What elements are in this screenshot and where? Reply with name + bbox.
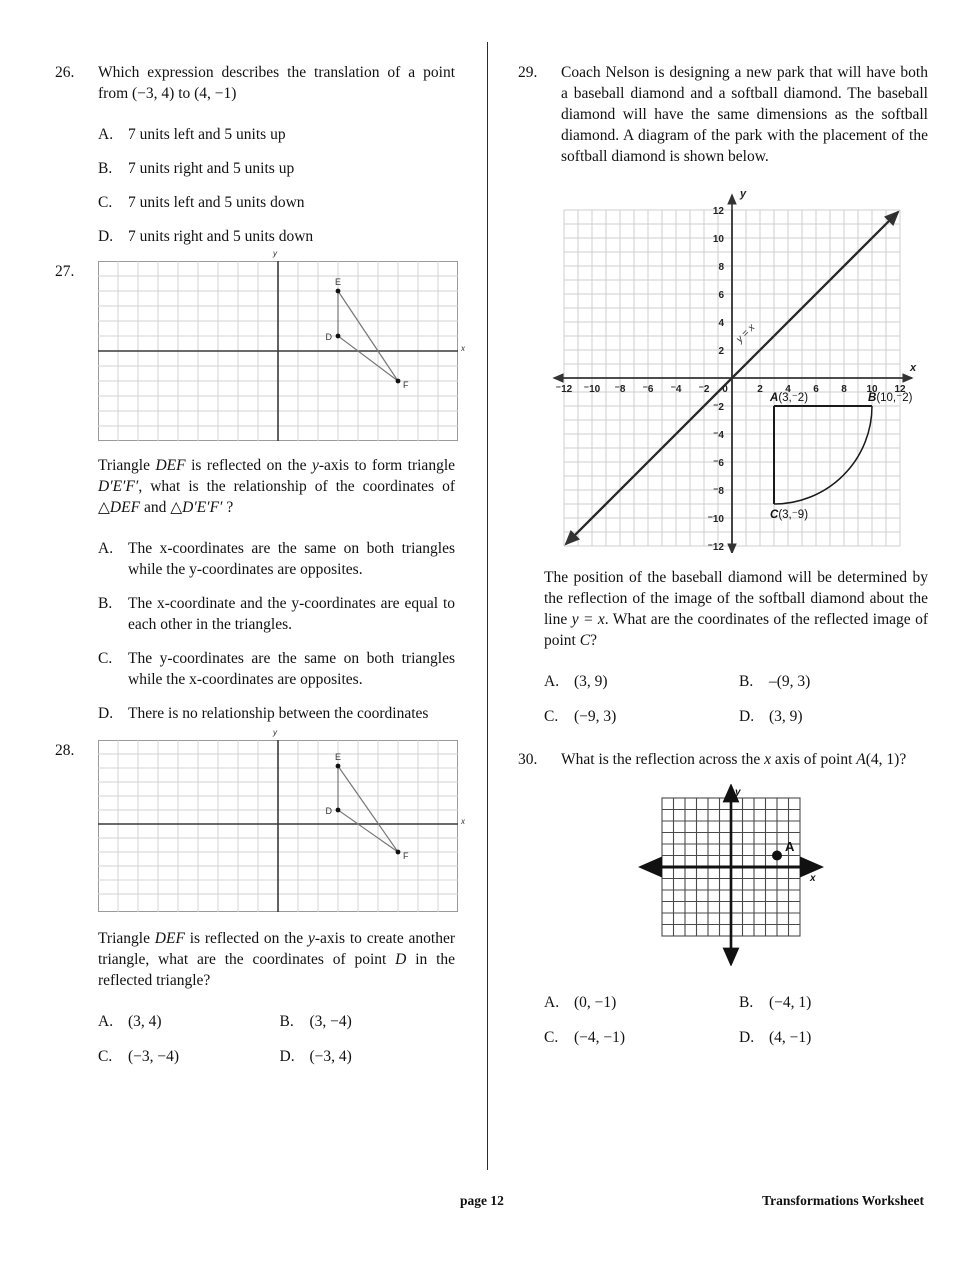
choice-30-d-label: D. bbox=[739, 1029, 755, 1046]
svg-text:6: 6 bbox=[718, 290, 724, 301]
choice-29-a-text: (3, 9) bbox=[574, 673, 608, 690]
choice-28-d[interactable] bbox=[280, 1046, 456, 1067]
question-26-stem: Which expression describes the translation of a point from (−3, 4) to (4, −1) bbox=[98, 64, 455, 102]
choice-29-a[interactable] bbox=[544, 671, 733, 692]
svg-text:10: 10 bbox=[866, 384, 878, 395]
question-29-stem: Coach Nelson is designing a new park that will have both a baseball diamond and a softball diamond. The baseball diamond will have the same dimensions as the softball diamond. A diagram of the park with the placement of the softball diamond is shown below. bbox=[561, 64, 928, 165]
choice-27-a[interactable] bbox=[98, 538, 455, 580]
svg-text:⁻8: ⁻8 bbox=[614, 384, 626, 395]
choice-27-b-text: The x-coordinate and the y-coordinates are equal to each other in the triangles. bbox=[128, 595, 455, 633]
question-28-choices bbox=[98, 1011, 455, 1067]
question-28-stem: Triangle DEF is reflected on the y-axis to create another triangle, what are the coordinates of point D in the reflected triangle? bbox=[98, 930, 456, 989]
choice-27-d-label: D. bbox=[98, 705, 114, 722]
svg-text:E: E bbox=[334, 752, 342, 762]
choice-29-b[interactable] bbox=[739, 671, 928, 692]
choice-28-a-text: (3, 4) bbox=[128, 1013, 162, 1030]
svg-text:12: 12 bbox=[712, 206, 724, 217]
choice-29-d-label: D. bbox=[739, 708, 755, 725]
choice-29-b-label: B. bbox=[739, 673, 754, 690]
question-28-number: 28. bbox=[55, 742, 75, 759]
page-number: page 12 bbox=[460, 1193, 504, 1208]
column-divider bbox=[487, 42, 488, 1170]
svg-text:y: y bbox=[740, 188, 747, 200]
choice-30-c[interactable] bbox=[544, 1027, 733, 1048]
svg-text:E: E bbox=[334, 277, 342, 287]
svg-text:⁻2: ⁻2 bbox=[698, 384, 710, 395]
question-28-stem-wrap bbox=[98, 928, 455, 991]
question-27-graph bbox=[98, 261, 458, 441]
choice-26-d[interactable] bbox=[98, 226, 455, 247]
svg-text:⁻6: ⁻6 bbox=[642, 384, 654, 395]
question-27-figure bbox=[98, 249, 465, 441]
question-27-stem-wrap bbox=[98, 455, 455, 518]
choice-29-d[interactable] bbox=[739, 706, 928, 727]
question-30-number: 30. bbox=[518, 751, 538, 768]
choice-26-d-label: D. bbox=[98, 228, 114, 245]
svg-text:B(10,⁻2): B(10,⁻2) bbox=[868, 392, 913, 404]
choice-27-a-text: The x-coordinates are the same on both triangles while the y-coordinates are opposites. bbox=[128, 540, 455, 578]
question-26-number: 26. bbox=[55, 64, 75, 81]
svg-text:C(3,⁻9): C(3,⁻9) bbox=[770, 509, 809, 521]
choice-28-a[interactable] bbox=[98, 1011, 274, 1032]
choice-30-b[interactable] bbox=[739, 992, 928, 1013]
question-28-y-axis-label: y bbox=[273, 728, 277, 737]
choice-26-a-label: A. bbox=[98, 126, 114, 143]
choice-28-c[interactable] bbox=[98, 1046, 274, 1067]
svg-text:6: 6 bbox=[813, 384, 819, 395]
question-30-point-label: A bbox=[785, 839, 795, 854]
question-26-choices bbox=[98, 124, 455, 247]
choice-27-c-text: The y-coordinates are the same on both triangles while the x-coordinates are opposites. bbox=[128, 650, 455, 688]
svg-text:0: 0 bbox=[722, 384, 728, 395]
question-27-choices bbox=[98, 538, 455, 724]
svg-text:8: 8 bbox=[841, 384, 847, 395]
choice-26-a[interactable] bbox=[98, 124, 455, 145]
svg-text:y: y bbox=[735, 787, 741, 798]
choice-27-d-text: There is no relationship between the coordinates bbox=[128, 705, 429, 722]
question-28-graph bbox=[98, 740, 458, 912]
svg-text:F: F bbox=[403, 851, 409, 861]
choice-30-d[interactable] bbox=[739, 1027, 928, 1048]
question-27-y-axis-label: y bbox=[273, 249, 277, 258]
question-28-figure bbox=[98, 728, 465, 912]
choice-27-a-label: A. bbox=[98, 540, 114, 557]
choice-27-c-label: C. bbox=[98, 650, 113, 667]
svg-text:⁻4: ⁻4 bbox=[713, 430, 724, 441]
question-29-stem2-wrap bbox=[544, 567, 928, 651]
svg-text:⁻6: ⁻6 bbox=[713, 458, 724, 469]
left-column bbox=[55, 62, 465, 1067]
svg-text:D: D bbox=[325, 332, 332, 342]
choice-28-d-text: (−3, 4) bbox=[309, 1048, 352, 1065]
choice-28-c-text: (−3, −4) bbox=[128, 1048, 180, 1065]
question-30-choices bbox=[544, 992, 928, 1048]
svg-text:8: 8 bbox=[718, 262, 724, 273]
choice-27-c[interactable] bbox=[98, 648, 455, 690]
choice-29-a-label: A. bbox=[544, 673, 560, 690]
question-29 bbox=[518, 62, 928, 167]
choice-28-b[interactable] bbox=[280, 1011, 456, 1032]
choice-30-c-label: C. bbox=[544, 1029, 559, 1046]
question-29-choices bbox=[544, 671, 928, 727]
choice-26-d-text: 7 units right and 5 units down bbox=[128, 228, 314, 245]
choice-29-d-text: (3, 9) bbox=[769, 708, 803, 725]
svg-text:⁻12: ⁻12 bbox=[555, 384, 573, 395]
question-30 bbox=[518, 749, 928, 770]
svg-text:4: 4 bbox=[718, 318, 724, 329]
choice-27-b-label: B. bbox=[98, 595, 113, 612]
question-27-number: 27. bbox=[55, 263, 75, 280]
question-27 bbox=[55, 249, 465, 441]
question-29-graph bbox=[544, 183, 924, 553]
question-27-x-axis-label: x bbox=[461, 344, 465, 353]
svg-text:2: 2 bbox=[757, 384, 763, 395]
choice-26-b-text: 7 units right and 5 units up bbox=[128, 160, 295, 177]
choice-29-c[interactable] bbox=[544, 706, 733, 727]
choice-26-a-text: 7 units left and 5 units up bbox=[128, 126, 286, 143]
question-29-number: 29. bbox=[518, 64, 538, 81]
choice-27-d[interactable] bbox=[98, 703, 455, 724]
svg-text:y = x: y = x bbox=[734, 322, 758, 346]
choice-27-b[interactable] bbox=[98, 593, 455, 635]
choice-28-d-label: D. bbox=[279, 1048, 295, 1065]
choice-30-a[interactable] bbox=[544, 992, 733, 1013]
svg-text:⁻4: ⁻4 bbox=[670, 384, 682, 395]
question-26 bbox=[55, 62, 455, 104]
svg-text:A(3,⁻2): A(3,⁻2) bbox=[770, 392, 809, 404]
svg-text:12: 12 bbox=[894, 384, 906, 395]
choice-28-b-text: (3, −4) bbox=[309, 1013, 352, 1030]
svg-text:10: 10 bbox=[712, 234, 724, 245]
question-28-x-axis-label: x bbox=[461, 817, 465, 826]
choice-28-c-label: C. bbox=[98, 1048, 113, 1065]
right-column bbox=[518, 62, 928, 1048]
question-30-figure bbox=[630, 784, 928, 966]
choice-28-a-label: A. bbox=[98, 1013, 114, 1030]
svg-text:D: D bbox=[325, 806, 332, 816]
worksheet-title: Transformations Worksheet bbox=[762, 1193, 924, 1208]
svg-text:2: 2 bbox=[718, 346, 724, 357]
question-29-stem2: The position of the baseball diamond will be determined by the reflection of the image of the softball diamond about the line y = x. What are the coordinates of the reflected image of point C? bbox=[544, 569, 928, 649]
question-28 bbox=[55, 728, 465, 912]
svg-text:⁻12: ⁻12 bbox=[707, 542, 724, 553]
choice-26-b[interactable] bbox=[98, 158, 455, 179]
svg-text:4: 4 bbox=[785, 384, 791, 395]
choice-30-b-text: (−4, 1) bbox=[769, 994, 812, 1011]
question-27-stem: Triangle DEF is reflected on the y-axis to form triangle D′E′F′, what is the relationship of the coordinates of △DEF and △D′E′F′ ? bbox=[98, 457, 455, 516]
choice-30-c-text: (−4, −1) bbox=[574, 1029, 626, 1046]
choice-30-a-label: A. bbox=[544, 994, 560, 1011]
choice-29-c-label: C. bbox=[544, 708, 559, 725]
svg-text:x: x bbox=[810, 873, 816, 884]
choice-30-b-label: B. bbox=[739, 994, 754, 1011]
svg-text:⁻8: ⁻8 bbox=[713, 486, 724, 497]
choice-29-c-text: (−9, 3) bbox=[574, 708, 617, 725]
choice-29-b-text: –(9, 3) bbox=[769, 673, 811, 690]
svg-text:x: x bbox=[910, 362, 917, 374]
question-29-figure bbox=[544, 183, 928, 553]
svg-text:⁻10: ⁻10 bbox=[583, 384, 601, 395]
choice-26-c-label: C. bbox=[98, 194, 113, 211]
choice-30-a-text: (0, −1) bbox=[574, 994, 617, 1011]
question-30-stem: What is the reflection across the x axis of point A(4, 1)? bbox=[561, 751, 907, 768]
svg-text:F: F bbox=[403, 380, 409, 390]
choice-26-c[interactable] bbox=[98, 192, 455, 213]
choice-28-b-label: B. bbox=[279, 1013, 294, 1030]
choice-26-c-text: 7 units left and 5 units down bbox=[128, 194, 305, 211]
svg-text:⁻10: ⁻10 bbox=[707, 514, 724, 525]
choice-26-b-label: B. bbox=[98, 160, 113, 177]
question-30-graph bbox=[630, 784, 830, 966]
choice-30-d-text: (4, −1) bbox=[769, 1029, 812, 1046]
svg-text:⁻2: ⁻2 bbox=[713, 402, 724, 413]
